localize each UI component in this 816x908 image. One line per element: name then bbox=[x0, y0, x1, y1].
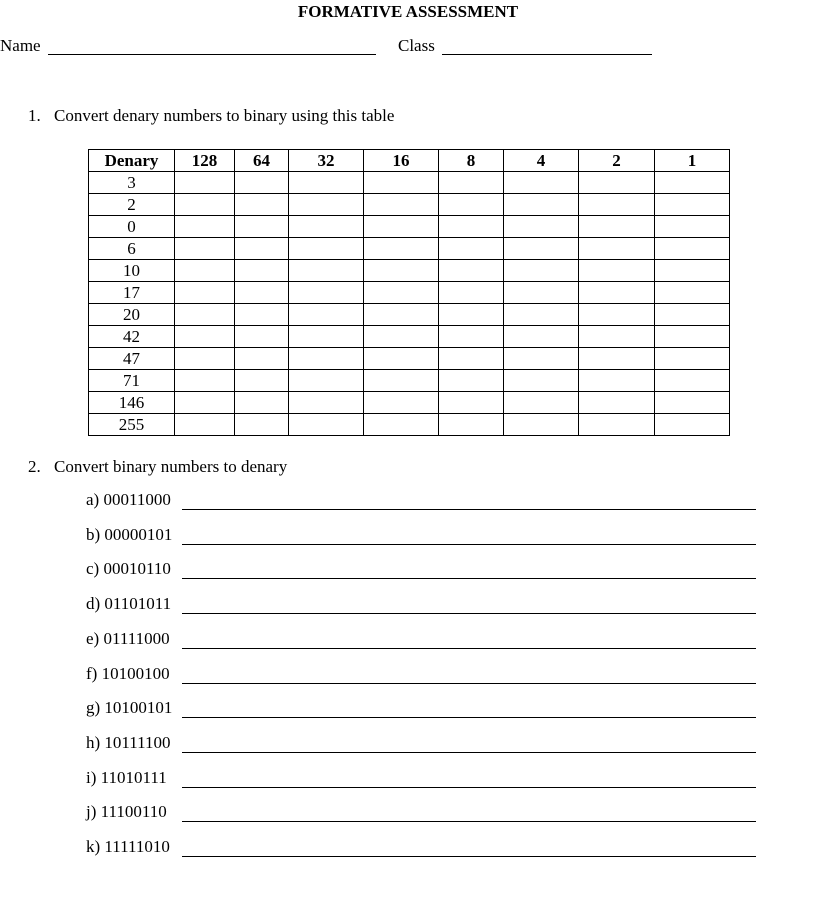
binary-answer-cell[interactable] bbox=[175, 370, 235, 392]
binary-item-label: k) 11111010 bbox=[86, 837, 170, 856]
binary-answer-cell[interactable] bbox=[289, 194, 364, 216]
table-row bbox=[89, 392, 730, 414]
table-row bbox=[89, 238, 730, 260]
binary-answer-cell[interactable] bbox=[235, 348, 289, 370]
table-row bbox=[89, 326, 730, 348]
table-row bbox=[89, 216, 730, 238]
binary-answer-cell[interactable] bbox=[235, 260, 289, 282]
column-header-4: 4 bbox=[504, 150, 579, 172]
question-2-title bbox=[28, 457, 287, 477]
binary-answer-cell[interactable] bbox=[364, 282, 439, 304]
binary-answer-cell[interactable] bbox=[439, 216, 504, 238]
denary-value: 6 bbox=[89, 238, 175, 260]
binary-item-label: b) 00000101 bbox=[86, 525, 173, 544]
table-row bbox=[89, 348, 730, 370]
binary-answer-cell[interactable] bbox=[655, 414, 730, 436]
binary-answer-cell[interactable] bbox=[364, 238, 439, 260]
binary-answer-cell[interactable] bbox=[175, 282, 235, 304]
question-2-text: Convert binary numbers to denary bbox=[54, 457, 288, 476]
binary-answer-cell[interactable] bbox=[289, 370, 364, 392]
binary-answer-cell[interactable] bbox=[439, 238, 504, 260]
answer-line[interactable] bbox=[182, 717, 756, 718]
binary-answer-cell[interactable] bbox=[439, 172, 504, 194]
binary-answer-cell[interactable] bbox=[504, 260, 579, 282]
binary-answer-cell[interactable] bbox=[504, 172, 579, 194]
name-label: Name bbox=[0, 36, 41, 55]
binary-answer-cell[interactable] bbox=[175, 238, 235, 260]
binary-answer-cell[interactable] bbox=[235, 304, 289, 326]
binary-answer-cell[interactable] bbox=[439, 304, 504, 326]
binary-item-label: e) 01111000 bbox=[86, 629, 170, 648]
column-header-16: 16 bbox=[364, 150, 439, 172]
column-header-1: 1 bbox=[655, 150, 730, 172]
answer-line[interactable] bbox=[182, 509, 756, 510]
binary-answer-cell[interactable] bbox=[175, 414, 235, 436]
binary-answer-cell[interactable] bbox=[439, 370, 504, 392]
binary-answer-cell[interactable] bbox=[364, 172, 439, 194]
binary-answer-cell[interactable] bbox=[175, 348, 235, 370]
table-body bbox=[89, 172, 730, 436]
binary-answer-cell[interactable] bbox=[364, 370, 439, 392]
binary-answer-cell[interactable] bbox=[175, 326, 235, 348]
binary-answer-cell[interactable] bbox=[439, 282, 504, 304]
binary-answer-cell[interactable] bbox=[235, 282, 289, 304]
answer-line[interactable] bbox=[182, 821, 756, 822]
class-field-line[interactable] bbox=[442, 54, 652, 55]
answer-line[interactable] bbox=[182, 752, 756, 753]
binary-answer-cell[interactable] bbox=[579, 282, 655, 304]
binary-answer-cell[interactable] bbox=[655, 282, 730, 304]
class-label: Class bbox=[398, 36, 435, 55]
denary-value: 255 bbox=[89, 414, 175, 436]
binary-answer-cell[interactable] bbox=[235, 216, 289, 238]
binary-item-label: d) 01101011 bbox=[86, 594, 172, 613]
binary-answer-cell[interactable] bbox=[364, 194, 439, 216]
table-row bbox=[89, 282, 730, 304]
binary-conversion-table bbox=[88, 149, 730, 436]
binary-answer-cell[interactable] bbox=[289, 348, 364, 370]
question-2-number: 2. bbox=[28, 457, 41, 476]
binary-answer-cell[interactable] bbox=[655, 304, 730, 326]
binary-item-label: a) 00011000 bbox=[86, 490, 171, 509]
answer-line[interactable] bbox=[182, 578, 756, 579]
table-header-row bbox=[89, 150, 730, 172]
binary-answer-cell[interactable] bbox=[655, 194, 730, 216]
binary-answer-cell[interactable] bbox=[364, 348, 439, 370]
binary-answer-cell[interactable] bbox=[579, 326, 655, 348]
answer-line[interactable] bbox=[182, 613, 756, 614]
binary-answer-cell[interactable] bbox=[289, 282, 364, 304]
table-row bbox=[89, 172, 730, 194]
binary-answer-cell[interactable] bbox=[655, 238, 730, 260]
binary-answer-cell[interactable] bbox=[364, 414, 439, 436]
binary-answer-cell[interactable] bbox=[439, 414, 504, 436]
binary-answer-cell[interactable] bbox=[289, 326, 364, 348]
name-field-line[interactable] bbox=[48, 54, 376, 55]
answer-line[interactable] bbox=[182, 787, 756, 788]
binary-answer-cell[interactable] bbox=[289, 216, 364, 238]
column-header-8: 8 bbox=[439, 150, 504, 172]
binary-answer-cell[interactable] bbox=[364, 260, 439, 282]
binary-answer-cell[interactable] bbox=[579, 194, 655, 216]
question-1-title bbox=[28, 106, 394, 126]
binary-answer-cell[interactable] bbox=[655, 370, 730, 392]
binary-answer-cell[interactable] bbox=[439, 326, 504, 348]
denary-value: 0 bbox=[89, 216, 175, 238]
binary-answer-cell[interactable] bbox=[504, 194, 579, 216]
table-row bbox=[89, 414, 730, 436]
binary-answer-cell[interactable] bbox=[655, 326, 730, 348]
answer-line[interactable] bbox=[182, 544, 756, 545]
binary-answer-cell[interactable] bbox=[579, 304, 655, 326]
binary-answer-cell[interactable] bbox=[579, 370, 655, 392]
binary-answer-cell[interactable] bbox=[655, 348, 730, 370]
binary-answer-cell[interactable] bbox=[235, 194, 289, 216]
page-title: FORMATIVE ASSESSMENT bbox=[297, 2, 519, 21]
binary-answer-cell[interactable] bbox=[364, 392, 439, 414]
column-header-32: 32 bbox=[289, 150, 364, 172]
binary-answer-cell[interactable] bbox=[289, 238, 364, 260]
binary-answer-cell[interactable] bbox=[579, 414, 655, 436]
binary-answer-cell[interactable] bbox=[364, 326, 439, 348]
binary-answer-cell[interactable] bbox=[579, 348, 655, 370]
binary-answer-cell[interactable] bbox=[504, 216, 579, 238]
binary-answer-cell[interactable] bbox=[175, 216, 235, 238]
column-header-2: 2 bbox=[579, 150, 655, 172]
binary-answer-cell[interactable] bbox=[289, 172, 364, 194]
binary-answer-cell[interactable] bbox=[175, 304, 235, 326]
binary-answer-cell[interactable] bbox=[289, 260, 364, 282]
binary-item-label: c) 00010110 bbox=[86, 559, 171, 578]
denary-value: 47 bbox=[89, 348, 175, 370]
binary-answer-cell[interactable] bbox=[364, 216, 439, 238]
binary-answer-cell[interactable] bbox=[175, 172, 235, 194]
binary-answer-cell[interactable] bbox=[289, 304, 364, 326]
binary-answer-cell[interactable] bbox=[579, 238, 655, 260]
binary-answer-cell[interactable] bbox=[235, 172, 289, 194]
binary-item-label: i) 11010111 bbox=[86, 768, 167, 787]
binary-answer-cell[interactable] bbox=[439, 392, 504, 414]
table-row bbox=[89, 370, 730, 392]
binary-item-label: g) 10100101 bbox=[86, 698, 173, 717]
binary-answer-cell[interactable] bbox=[235, 238, 289, 260]
table-row bbox=[89, 194, 730, 216]
answer-line[interactable] bbox=[182, 856, 756, 857]
denary-value: 3 bbox=[89, 172, 175, 194]
denary-value: 20 bbox=[89, 304, 175, 326]
binary-answer-cell[interactable] bbox=[504, 414, 579, 436]
answer-line[interactable] bbox=[182, 648, 756, 649]
binary-answer-cell[interactable] bbox=[504, 282, 579, 304]
binary-answer-cell[interactable] bbox=[175, 260, 235, 282]
binary-answer-cell[interactable] bbox=[504, 238, 579, 260]
binary-answer-cell[interactable] bbox=[289, 414, 364, 436]
column-header-128: 128 bbox=[175, 150, 235, 172]
answer-line[interactable] bbox=[182, 683, 756, 684]
binary-answer-cell[interactable] bbox=[364, 304, 439, 326]
binary-answer-cell[interactable] bbox=[439, 194, 504, 216]
binary-answer-cell[interactable] bbox=[439, 348, 504, 370]
binary-answer-cell[interactable] bbox=[235, 370, 289, 392]
denary-value: 146 bbox=[89, 392, 175, 414]
denary-value: 71 bbox=[89, 370, 175, 392]
denary-value: 10 bbox=[89, 260, 175, 282]
binary-answer-cell[interactable] bbox=[579, 172, 655, 194]
binary-answer-cell[interactable] bbox=[655, 216, 730, 238]
binary-answer-cell[interactable] bbox=[655, 260, 730, 282]
binary-item-label: j) 11100110 bbox=[86, 802, 167, 821]
denary-value: 17 bbox=[89, 282, 175, 304]
binary-answer-cell[interactable] bbox=[175, 194, 235, 216]
binary-answer-cell[interactable] bbox=[655, 172, 730, 194]
denary-value: 42 bbox=[89, 326, 175, 348]
table-row bbox=[89, 260, 730, 282]
binary-item-label: f) 10100100 bbox=[86, 664, 170, 683]
binary-answer-cell[interactable] bbox=[504, 304, 579, 326]
binary-answer-cell[interactable] bbox=[655, 392, 730, 414]
binary-answer-cell[interactable] bbox=[175, 392, 235, 414]
column-header-denary: Denary bbox=[89, 150, 175, 172]
binary-answer-cell[interactable] bbox=[504, 326, 579, 348]
binary-answer-cell[interactable] bbox=[235, 392, 289, 414]
table-row bbox=[89, 304, 730, 326]
binary-answer-cell[interactable] bbox=[235, 414, 289, 436]
question-1-number: 1. bbox=[28, 106, 41, 125]
column-header-64: 64 bbox=[235, 150, 289, 172]
binary-answer-cell[interactable] bbox=[439, 260, 504, 282]
binary-answer-cell[interactable] bbox=[289, 392, 364, 414]
question-1-text: Convert denary numbers to binary using this table bbox=[54, 106, 395, 125]
binary-answer-cell[interactable] bbox=[504, 348, 579, 370]
binary-answer-cell[interactable] bbox=[579, 216, 655, 238]
binary-answer-cell[interactable] bbox=[504, 370, 579, 392]
binary-answer-cell[interactable] bbox=[504, 392, 579, 414]
denary-value: 2 bbox=[89, 194, 175, 216]
binary-answer-cell[interactable] bbox=[579, 260, 655, 282]
binary-answer-cell[interactable] bbox=[235, 326, 289, 348]
binary-item-label: h) 10111100 bbox=[86, 733, 171, 752]
binary-answer-cell[interactable] bbox=[579, 392, 655, 414]
